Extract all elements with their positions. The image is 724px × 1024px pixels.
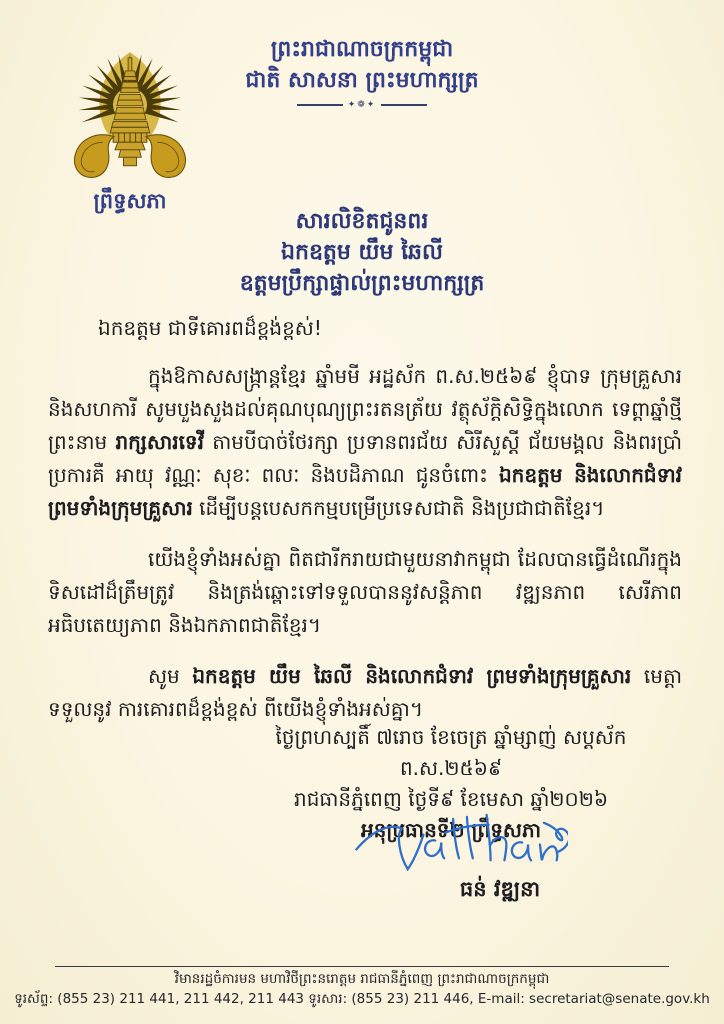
salutation: ឯកឧត្តម ជាទីគោរពដ៏ខ្ពង់ខ្ពស់! xyxy=(98,316,322,340)
letter-title-line2: ឯកឧត្តម យឹម ឆៃលី xyxy=(281,240,443,265)
divider-line-left xyxy=(297,104,343,106)
divider-flourish-icon: ✦❁✦ xyxy=(347,100,377,110)
divider-line-right xyxy=(381,104,427,106)
footer-divider xyxy=(55,966,669,967)
footer-contacts: ទូរស័ព្ទ: (855 23) 211 441, 211 442, 211 443 ទូរសារ: (855 23) 211 446, E-mail: secretariat@senate.gov.kh xyxy=(14,991,710,1007)
lunar-date: ថ្ងៃព្រហស្បតិ៍ ៧រោច ខែចេត្រ ឆ្នាំម្សាញ់ សប្តស័ក ព.ស.២៥៦៩ xyxy=(275,725,627,780)
footer-address: វិមានរដ្ឋចំការមន មហាវិថីព្រះនរោត្តម រាជធានីភ្នំពេញ ព្រះរាជាណាចក្រកម្ពុជា xyxy=(174,971,550,987)
civil-date: រាជធានីភ្នំពេញ ថ្ងៃទី៩ ខែមេសា ឆ្នាំ២០២៦ xyxy=(294,787,608,811)
signer-position-title: អនុប្រធានទី២ ព្រឹទ្ធសភា xyxy=(360,818,541,842)
kingdom-line: ព្រះរាជាណាចក្រកម្ពុជា xyxy=(270,37,454,62)
signature-block xyxy=(350,808,568,882)
handwritten-signature-icon xyxy=(350,808,568,882)
motto-line: ជាតិ សាសនា ព្រះមហាក្សត្រ xyxy=(245,68,479,93)
letter-title-line3: ឧត្តមប្រឹក្សាផ្ទាល់ព្រះមហាក្សត្រ xyxy=(239,271,485,296)
paragraph-1: ក្នុងឱកាសសង្ក្រាន្តខ្មែរ ឆ្នាំមមី អដ្ឋស័ក ព.ស.២៥៦៩ ខ្ញុំបាទ ក្រុមគ្រួសារ និងសហការី សូមបួងសួងដល់គុណបុណ្យព្រះរតនត្រ័យ វត្ថុស័ក្តិសិទ្ធិក្នុងលោក ទេព្តាឆ្នាំថ្មី ព្រះនាម រាក្សសារទេវី តាមបីបាច់ថែរក្សា ប្រទានពរជ័យ សិរីសួស្ដី ជ័យមង្គល និងពរប្រាំប្រការគឺ អាយុ វណ្ណៈ សុខៈ ពលៈ និងបដិភាណ ជូនចំពោះ ឯកឧត្តម និងលោកជំទាវ ព្រមទាំងក្រុមគ្រួសារ ដើម្បីបន្តបេសកកម្មបម្រើប្រទេសជាតិ និងប្រជាជាតិខ្មែរ។ xyxy=(48,364,682,520)
senate-emblem-icon xyxy=(69,50,191,182)
signer-name: ធន់ វឌ្ឍនា xyxy=(459,877,541,901)
paragraph-2: យើងខ្ញុំទាំងអស់គ្នា ពិតជារីករាយជាមួយនាវាកម្ពុជា ដែលបានធ្វើដំណើរក្នុងទិសដៅដ៏ត្រឹមត្រូវ និងត្រង់ឆ្ពោះទៅទទួលបាននូវសន្តិភាព វឌ្ឍនភាព សេរីភាព អធិបតេយ្យភាព និងឯកភាពជាតិខ្មែរ។ xyxy=(48,547,682,637)
letter-title xyxy=(0,206,724,299)
senate-emblem-block xyxy=(64,50,196,219)
paragraph-3: សូម ឯកឧត្តម យឹម ឆៃលី និងលោកជំទាវ ព្រមទាំងក្រុមគ្រួសារ មេត្តាទទួលនូវ ការគោរពដ៏ខ្ពង់ខ្ពស់ ពីយើងខ្ញុំទាំងអស់គ្នា។ xyxy=(48,664,682,721)
letter-body xyxy=(48,312,682,744)
emblem-caption: ព្រឹទ្ធសភា xyxy=(93,189,167,213)
letter-title-line1: សារលិខិតជូនពរ xyxy=(295,209,429,234)
